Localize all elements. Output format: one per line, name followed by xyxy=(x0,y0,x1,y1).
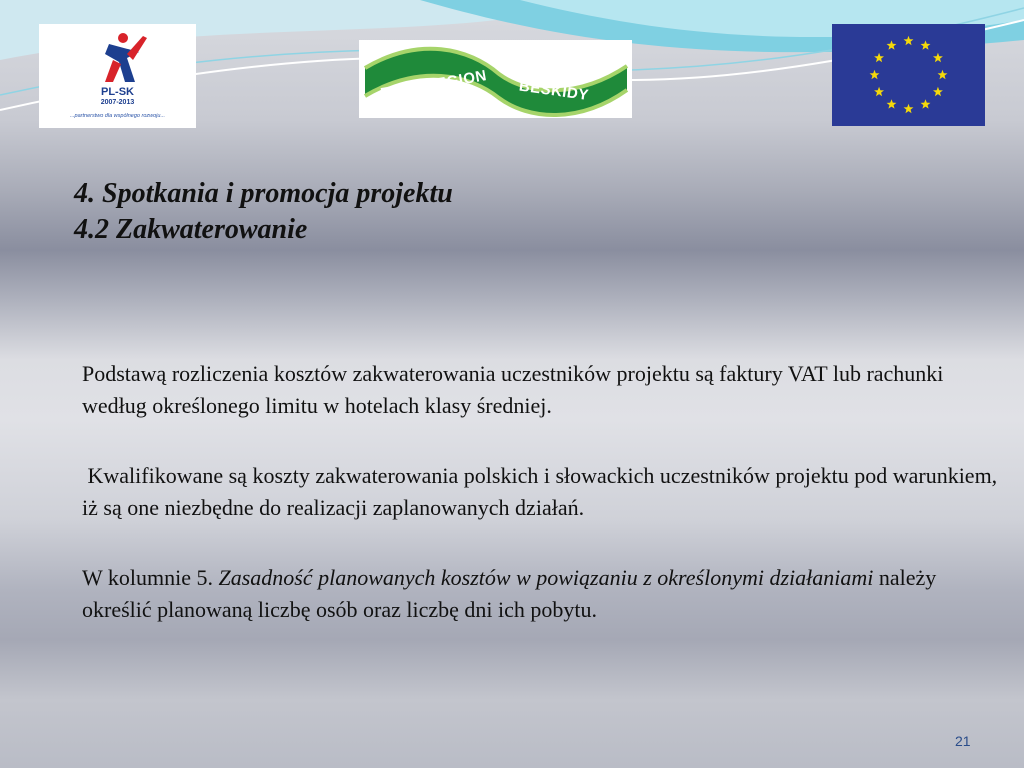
eu-star-icon xyxy=(874,53,884,62)
eu-flag-icon xyxy=(832,24,985,126)
plsk-logo-name: PL-SK xyxy=(101,86,134,98)
paragraph-1: Podstawą rozliczenia kosztów zakwaterowania uczestników projektu są faktury VAT lub rachunki według określonego limitu w hotelach klasy średniej. xyxy=(82,361,944,418)
eu-star-icon xyxy=(938,70,948,79)
eu-star-icon xyxy=(933,87,943,96)
euroregion-beskidy-logo xyxy=(359,40,632,118)
eu-star-icon xyxy=(933,53,943,62)
eu-star-icon xyxy=(887,40,897,49)
plsk-logo-slogan: ...partnerstwo dla wspólnego rozwoju... xyxy=(69,113,166,119)
euroregion-wave-icon xyxy=(359,40,632,118)
plsk-programme-logo xyxy=(39,24,196,128)
euroregion-text-left: EUROREGION xyxy=(379,67,489,103)
title-line-2: 4.2 Zakwaterowanie xyxy=(74,214,308,245)
paragraph-2 xyxy=(82,460,1007,524)
paragraph-3-prefix: W kolumnie 5. xyxy=(82,565,219,590)
title-line-1: 4. Spotkania i promocja projektu xyxy=(74,178,453,209)
plsk-logo-years: 2007-2013 xyxy=(100,99,135,106)
eu-star-icon xyxy=(921,40,931,49)
paragraph-3-suffix: należy określić planowaną liczbę osób oraz liczbę dni ich pobytu. xyxy=(82,565,942,622)
eu-star-icon xyxy=(921,99,931,108)
euroregion-text-right: BESKIDY xyxy=(517,77,590,105)
paragraph-3 xyxy=(82,562,1007,626)
paragraph-2-text: Kwalifikowane są koszty zakwaterowania polskich i słowackich uczestników projektu pod warunkiem, iż są one niezbędne do realizacji zaplanowanych działań. xyxy=(82,463,1003,520)
eu-star-icon xyxy=(870,70,880,79)
page-number: 21 xyxy=(955,733,971,749)
eu-star-icon xyxy=(904,104,914,113)
slide-title xyxy=(74,176,453,248)
eu-star-icon xyxy=(887,99,897,108)
eu-star-icon xyxy=(874,87,884,96)
eu-star-icon xyxy=(904,36,914,45)
slide-body xyxy=(82,358,1007,664)
paragraph-3-italic: Zasadność planowanych kosztów w powiązaniu z określonymi działaniami xyxy=(218,565,874,590)
